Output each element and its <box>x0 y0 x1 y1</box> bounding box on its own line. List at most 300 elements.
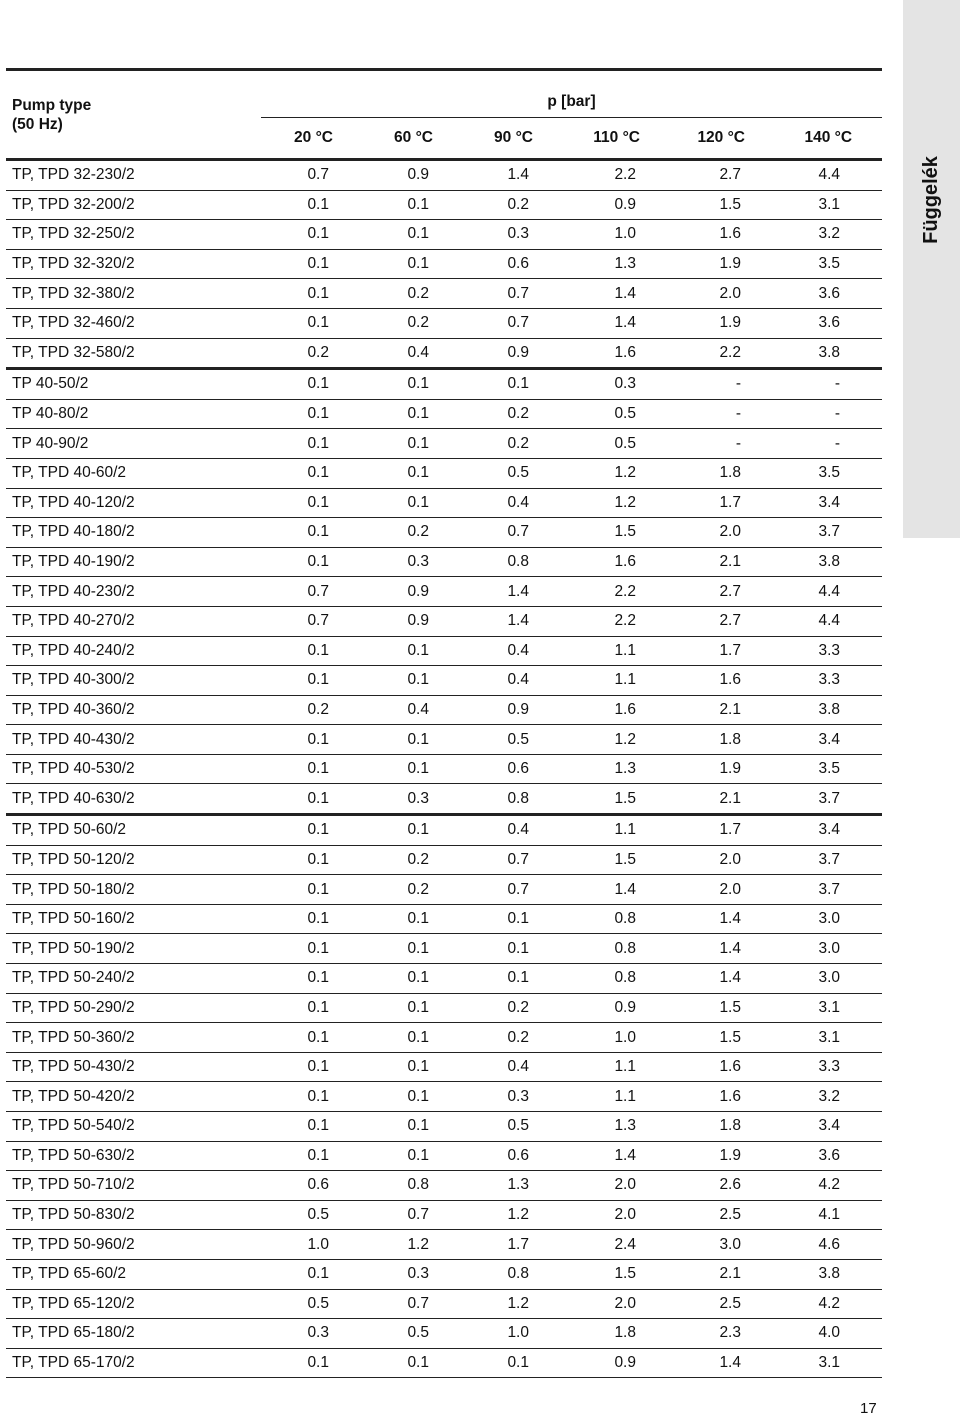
pressure-value-cell: 0.6 <box>461 754 561 784</box>
pressure-value-cell: 0.2 <box>361 875 461 905</box>
pressure-value-cell: - <box>773 369 882 400</box>
pressure-value-cell: 0.1 <box>261 429 361 459</box>
pressure-value-cell: 0.1 <box>261 964 361 994</box>
pressure-value-cell: 3.0 <box>773 904 882 934</box>
pressure-value-cell: 2.2 <box>561 160 668 191</box>
pressure-value-cell: 0.1 <box>361 249 461 279</box>
pressure-value-cell: - <box>668 399 773 429</box>
pressure-value-cell: 0.1 <box>361 220 461 250</box>
pressure-value-cell: 1.0 <box>561 1023 668 1053</box>
pressure-value-cell: 0.7 <box>361 1289 461 1319</box>
pressure-value-cell: 0.7 <box>461 518 561 548</box>
pressure-value-cell: 3.7 <box>773 875 882 905</box>
pressure-value-cell: 0.1 <box>261 784 361 815</box>
pump-type-cell: TP, TPD 65-60/2 <box>6 1259 261 1289</box>
table-row <box>6 429 882 459</box>
table-header <box>6 70 882 160</box>
pressure-value-cell: 0.1 <box>261 636 361 666</box>
pressure-value-cell: 1.8 <box>668 725 773 755</box>
pressure-value-cell: 0.2 <box>461 190 561 220</box>
pressure-value-cell: 4.4 <box>773 606 882 636</box>
pressure-value-cell: 1.8 <box>668 458 773 488</box>
pressure-value-cell: 0.1 <box>261 1259 361 1289</box>
pressure-value-cell: 0.2 <box>261 338 361 369</box>
table-row <box>6 875 882 905</box>
table-row <box>6 1259 882 1289</box>
pressure-value-cell: 0.1 <box>461 369 561 400</box>
pressure-value-cell: 2.1 <box>668 1259 773 1289</box>
pressure-value-cell: 0.2 <box>461 1023 561 1053</box>
pressure-value-cell: 1.6 <box>668 1082 773 1112</box>
temp-header: 60 °C <box>394 129 433 146</box>
pressure-value-cell: 2.7 <box>668 606 773 636</box>
pump-type-cell: TP, TPD 32-250/2 <box>6 220 261 250</box>
table-row <box>6 636 882 666</box>
pressure-value-cell: 0.7 <box>361 1200 461 1230</box>
pressure-value-cell: 0.1 <box>361 1082 461 1112</box>
pump-type-cell: TP, TPD 50-180/2 <box>6 875 261 905</box>
pressure-value-cell: 0.1 <box>261 369 361 400</box>
table-row <box>6 1171 882 1201</box>
pressure-value-cell: 0.3 <box>361 547 461 577</box>
pressure-value-cell: 0.5 <box>461 458 561 488</box>
pressure-value-cell: 0.4 <box>361 695 461 725</box>
pump-type-cell: TP, TPD 40-60/2 <box>6 458 261 488</box>
pressure-value-cell: 0.8 <box>461 1259 561 1289</box>
pressure-value-cell: 1.4 <box>561 308 668 338</box>
pressure-value-cell: 1.5 <box>561 1259 668 1289</box>
pressure-value-cell: 0.1 <box>361 964 461 994</box>
pressure-value-cell: 0.7 <box>261 160 361 191</box>
pump-type-cell: TP, TPD 40-180/2 <box>6 518 261 548</box>
pump-type-cell: TP, TPD 65-170/2 <box>6 1348 261 1378</box>
pump-type-cell: TP, TPD 50-540/2 <box>6 1112 261 1142</box>
pressure-value-cell: 0.1 <box>361 1141 461 1171</box>
pressure-value-cell: 1.0 <box>461 1319 561 1349</box>
pressure-value-cell: 0.7 <box>261 577 361 607</box>
pressure-value-cell: 1.4 <box>461 160 561 191</box>
pressure-value-cell: 0.1 <box>361 636 461 666</box>
pressure-value-cell: 1.4 <box>461 577 561 607</box>
pressure-value-cell: 1.1 <box>561 666 668 696</box>
pressure-value-cell: 3.5 <box>773 458 882 488</box>
pressure-value-cell: 0.1 <box>261 1023 361 1053</box>
pressure-value-cell: 0.8 <box>361 1171 461 1201</box>
pressure-value-cell: 0.1 <box>261 815 361 846</box>
temp-header: 140 °C <box>804 129 853 146</box>
pressure-value-cell: 1.4 <box>668 1348 773 1378</box>
pressure-value-cell: 0.1 <box>261 845 361 875</box>
pressure-value-cell: 0.1 <box>261 666 361 696</box>
pressure-value-cell: 1.9 <box>668 1141 773 1171</box>
pump-type-cell: TP, TPD 40-430/2 <box>6 725 261 755</box>
pressure-value-cell: 1.3 <box>461 1171 561 1201</box>
pressure-value-cell: 0.1 <box>361 993 461 1023</box>
pressure-value-cell: 0.2 <box>461 429 561 459</box>
pump-type-cell: TP, TPD 32-230/2 <box>6 160 261 191</box>
pump-type-cell: TP, TPD 50-190/2 <box>6 934 261 964</box>
pressure-value-cell: 4.2 <box>773 1171 882 1201</box>
pressure-value-cell: 1.7 <box>461 1230 561 1260</box>
pressure-value-cell: 0.1 <box>361 904 461 934</box>
pump-type-label: Pump type <box>12 96 92 114</box>
pressure-value-cell: 0.1 <box>261 754 361 784</box>
pressure-value-cell: 2.4 <box>561 1230 668 1260</box>
pressure-value-cell: 1.4 <box>561 875 668 905</box>
pressure-value-cell: 0.1 <box>261 458 361 488</box>
pressure-value-cell: 2.0 <box>561 1200 668 1230</box>
pressure-value-cell: 2.0 <box>668 518 773 548</box>
pressure-value-cell: 1.1 <box>561 815 668 846</box>
pressure-value-cell: 0.1 <box>261 725 361 755</box>
table-row <box>6 399 882 429</box>
pressure-value-cell: 1.4 <box>668 904 773 934</box>
pressure-value-cell: 1.6 <box>561 547 668 577</box>
pressure-value-cell: 0.1 <box>361 458 461 488</box>
pressure-value-cell: 1.3 <box>561 754 668 784</box>
table-row <box>6 606 882 636</box>
table-row <box>6 577 882 607</box>
pressure-value-cell: 2.0 <box>668 279 773 309</box>
pressure-value-cell: 0.3 <box>461 220 561 250</box>
pump-type-cell: TP, TPD 40-240/2 <box>6 636 261 666</box>
pressure-value-cell: 2.0 <box>668 845 773 875</box>
pump-type-cell: TP 40-50/2 <box>6 369 261 400</box>
table-row <box>6 308 882 338</box>
pressure-value-cell: 0.1 <box>361 369 461 400</box>
pressure-value-cell: 3.3 <box>773 666 882 696</box>
pump-type-cell: TP, TPD 50-430/2 <box>6 1052 261 1082</box>
pressure-value-cell: 0.6 <box>261 1171 361 1201</box>
pressure-value-cell: 0.8 <box>561 904 668 934</box>
pressure-value-cell: 0.7 <box>461 308 561 338</box>
pressure-value-cell: 3.1 <box>773 993 882 1023</box>
pressure-value-cell: 0.1 <box>261 993 361 1023</box>
pressure-value-cell: 0.2 <box>361 845 461 875</box>
pump-type-cell: TP, TPD 40-360/2 <box>6 695 261 725</box>
pressure-value-cell: 1.2 <box>461 1200 561 1230</box>
pressure-value-cell: 0.1 <box>361 399 461 429</box>
pressure-value-cell: 0.1 <box>361 488 461 518</box>
pressure-value-cell: 0.1 <box>261 875 361 905</box>
pressure-value-cell: 0.4 <box>461 488 561 518</box>
pump-type-cell: TP, TPD 40-190/2 <box>6 547 261 577</box>
pressure-value-cell: 2.2 <box>668 338 773 369</box>
pump-type-cell: TP, TPD 32-380/2 <box>6 279 261 309</box>
pressure-value-cell: 0.5 <box>261 1200 361 1230</box>
pressure-value-cell: 0.1 <box>261 1052 361 1082</box>
pressure-value-cell: - <box>773 429 882 459</box>
pressure-value-cell: 1.2 <box>561 458 668 488</box>
pressure-value-cell: 0.2 <box>261 695 361 725</box>
pump-type-cell: TP, TPD 32-200/2 <box>6 190 261 220</box>
pressure-value-cell: 3.4 <box>773 815 882 846</box>
table-row <box>6 815 882 846</box>
pump-type-cell: TP, TPD 50-710/2 <box>6 1171 261 1201</box>
pressure-value-cell: 1.2 <box>561 488 668 518</box>
pressure-value-cell: 3.1 <box>773 1023 882 1053</box>
pump-type-cell: TP, TPD 32-320/2 <box>6 249 261 279</box>
pressure-value-cell: 0.1 <box>261 190 361 220</box>
header-row-top <box>6 70 882 118</box>
pressure-value-cell: 3.4 <box>773 1112 882 1142</box>
frequency-label: (50 Hz) <box>12 115 63 133</box>
pressure-value-cell: 2.6 <box>668 1171 773 1201</box>
table-row <box>6 964 882 994</box>
pressure-value-cell: 0.1 <box>361 429 461 459</box>
pressure-value-cell: - <box>668 429 773 459</box>
table-row <box>6 1230 882 1260</box>
pressure-value-cell: 0.8 <box>461 784 561 815</box>
pressure-value-cell: 0.5 <box>561 429 668 459</box>
table-row <box>6 547 882 577</box>
pressure-value-cell: 3.0 <box>773 934 882 964</box>
pressure-value-cell: - <box>668 369 773 400</box>
pressure-value-cell: 0.4 <box>461 815 561 846</box>
pressure-value-cell: 0.1 <box>261 1348 361 1378</box>
pressure-value-cell: 0.1 <box>261 1112 361 1142</box>
pressure-value-cell: 1.1 <box>561 1082 668 1112</box>
table-row <box>6 1141 882 1171</box>
pressure-value-cell: 0.7 <box>461 845 561 875</box>
pressure-value-cell: 1.2 <box>361 1230 461 1260</box>
table-row <box>6 338 882 369</box>
pressure-value-cell: 0.1 <box>461 904 561 934</box>
table-row <box>6 279 882 309</box>
pressure-value-cell: 3.8 <box>773 547 882 577</box>
pressure-value-cell: 3.4 <box>773 725 882 755</box>
pressure-value-cell: 0.9 <box>361 160 461 191</box>
pressure-value-cell: 1.6 <box>561 695 668 725</box>
table-row <box>6 993 882 1023</box>
pressure-value-cell: 1.6 <box>668 1052 773 1082</box>
pressure-value-cell: 0.1 <box>361 725 461 755</box>
pressure-value-cell: 4.0 <box>773 1319 882 1349</box>
pump-type-cell: TP, TPD 50-630/2 <box>6 1141 261 1171</box>
table-row <box>6 666 882 696</box>
temp-header: 120 °C <box>697 129 745 146</box>
pump-type-cell: TP, TPD 50-360/2 <box>6 1023 261 1053</box>
pump-type-cell: TP, TPD 40-120/2 <box>6 488 261 518</box>
pressure-value-cell: 0.8 <box>561 964 668 994</box>
pressure-value-cell: 1.6 <box>561 338 668 369</box>
pressure-value-cell: 4.2 <box>773 1289 882 1319</box>
pressure-value-cell: 0.1 <box>361 666 461 696</box>
pressure-value-cell: 0.8 <box>461 547 561 577</box>
pressure-value-cell: 1.7 <box>668 636 773 666</box>
table-row <box>6 1289 882 1319</box>
table-row <box>6 1319 882 1349</box>
pressure-value-cell: 0.5 <box>461 1112 561 1142</box>
pressure-value-cell: 1.5 <box>561 518 668 548</box>
pump-type-cell: TP, TPD 65-180/2 <box>6 1319 261 1349</box>
pressure-value-cell: 0.7 <box>461 279 561 309</box>
pressure-value-cell: 0.1 <box>261 547 361 577</box>
pressure-value-cell: 2.2 <box>561 606 668 636</box>
pressure-value-cell: 1.1 <box>561 636 668 666</box>
pressure-value-cell: 0.1 <box>461 964 561 994</box>
pressure-value-cell: 3.2 <box>773 220 882 250</box>
pressure-value-cell: 0.1 <box>261 1082 361 1112</box>
pump-type-cell: TP, TPD 40-300/2 <box>6 666 261 696</box>
pressure-value-cell: 1.5 <box>561 784 668 815</box>
pressure-value-cell: 2.7 <box>668 160 773 191</box>
pressure-value-cell: 1.5 <box>668 190 773 220</box>
pressure-value-cell: 0.9 <box>461 695 561 725</box>
table-row <box>6 160 882 191</box>
pump-type-cell: TP, TPD 40-630/2 <box>6 784 261 815</box>
pressure-value-cell: 0.1 <box>361 1023 461 1053</box>
table-row <box>6 784 882 815</box>
pressure-value-cell: 0.7 <box>461 875 561 905</box>
pressure-value-cell: 0.1 <box>361 1052 461 1082</box>
table-row <box>6 190 882 220</box>
pressure-value-cell: 2.0 <box>561 1289 668 1319</box>
table-row <box>6 1082 882 1112</box>
pressure-value-cell: 0.1 <box>461 1348 561 1378</box>
pressure-value-cell: 0.9 <box>561 1348 668 1378</box>
pressure-value-cell: 3.1 <box>773 190 882 220</box>
pressure-value-cell: 0.9 <box>461 338 561 369</box>
pressure-value-cell: 3.8 <box>773 695 882 725</box>
pressure-value-cell: 0.6 <box>461 1141 561 1171</box>
pressure-value-cell: 0.3 <box>361 1259 461 1289</box>
pressure-value-cell: 1.3 <box>561 1112 668 1142</box>
pressure-value-cell: 4.6 <box>773 1230 882 1260</box>
pressure-value-cell: 2.5 <box>668 1200 773 1230</box>
pressure-value-cell: 0.9 <box>561 993 668 1023</box>
pressure-value-cell: 0.2 <box>361 518 461 548</box>
pressure-value-cell: 0.1 <box>361 190 461 220</box>
pressure-value-cell: 0.9 <box>361 606 461 636</box>
pressure-value-cell: 0.1 <box>261 904 361 934</box>
temp-header: 90 °C <box>494 129 533 146</box>
table-row <box>6 220 882 250</box>
pressure-value-cell: 1.4 <box>561 279 668 309</box>
table-row <box>6 1112 882 1142</box>
pressure-value-cell: 0.1 <box>361 815 461 846</box>
table-row <box>6 458 882 488</box>
pressure-value-cell: 2.1 <box>668 784 773 815</box>
pump-type-cell: TP, TPD 32-460/2 <box>6 308 261 338</box>
pressure-value-cell: 0.1 <box>361 934 461 964</box>
pressure-value-cell: 0.4 <box>461 1052 561 1082</box>
pressure-value-cell: 0.2 <box>361 308 461 338</box>
temp-header: 110 °C <box>593 129 640 146</box>
pump-type-cell: TP, TPD 50-420/2 <box>6 1082 261 1112</box>
side-tab <box>903 0 960 538</box>
pressure-value-cell: 1.1 <box>561 1052 668 1082</box>
pressure-value-cell: 0.5 <box>461 725 561 755</box>
pressure-value-cell: 0.1 <box>261 308 361 338</box>
pressure-value-cell: 3.3 <box>773 636 882 666</box>
table-row <box>6 1052 882 1082</box>
pressure-value-cell: 2.0 <box>561 1171 668 1201</box>
pump-type-cell: TP 40-80/2 <box>6 399 261 429</box>
pump-type-cell: TP, TPD 50-160/2 <box>6 904 261 934</box>
pressure-value-cell: 3.8 <box>773 338 882 369</box>
pressure-value-cell: 0.8 <box>561 934 668 964</box>
pump-type-cell: TP, TPD 32-580/2 <box>6 338 261 369</box>
pressure-value-cell: 3.1 <box>773 1348 882 1378</box>
pump-type-cell: TP, TPD 40-530/2 <box>6 754 261 784</box>
pressure-value-cell: 1.4 <box>668 934 773 964</box>
pressure-value-cell: 1.4 <box>461 606 561 636</box>
pressure-value-cell: 0.3 <box>361 784 461 815</box>
pressure-value-cell: 2.1 <box>668 695 773 725</box>
pressure-value-cell: 1.6 <box>668 666 773 696</box>
pressure-value-cell: 1.2 <box>461 1289 561 1319</box>
pressure-value-cell: 2.7 <box>668 577 773 607</box>
side-tab-label: Függelék <box>919 156 942 244</box>
pressure-value-cell: 0.1 <box>261 1141 361 1171</box>
pump-type-cell: TP 40-90/2 <box>6 429 261 459</box>
pressure-value-cell: 1.5 <box>668 1023 773 1053</box>
pressure-value-cell: 3.2 <box>773 1082 882 1112</box>
pressure-value-cell: 2.3 <box>668 1319 773 1349</box>
pressure-value-cell: 1.5 <box>561 845 668 875</box>
pump-type-cell: TP, TPD 50-240/2 <box>6 964 261 994</box>
table-row <box>6 845 882 875</box>
pressure-value-cell: 1.2 <box>561 725 668 755</box>
pump-type-cell: TP, TPD 50-60/2 <box>6 815 261 846</box>
pressure-value-cell: 1.4 <box>561 1141 668 1171</box>
pressure-value-cell: 0.1 <box>361 754 461 784</box>
pressure-value-cell: 1.7 <box>668 815 773 846</box>
pressure-value-cell: 1.7 <box>668 488 773 518</box>
table-row <box>6 1200 882 1230</box>
pressure-value-cell: 1.9 <box>668 249 773 279</box>
pressure-value-cell: 0.5 <box>261 1289 361 1319</box>
pressure-value-cell: 0.1 <box>261 518 361 548</box>
pressure-value-cell: 0.1 <box>261 399 361 429</box>
pressure-value-cell: 3.7 <box>773 845 882 875</box>
pump-type-header <box>6 70 261 160</box>
page-number: 17 <box>860 1400 877 1417</box>
table-body <box>6 160 882 1378</box>
pressure-value-cell: 2.0 <box>668 875 773 905</box>
pressure-value-cell: 0.4 <box>361 338 461 369</box>
table-row <box>6 488 882 518</box>
pressure-value-cell: 0.2 <box>461 993 561 1023</box>
pressure-value-cell: 4.4 <box>773 160 882 191</box>
pressure-value-cell: 2.1 <box>668 547 773 577</box>
pressure-value-cell: 0.1 <box>261 249 361 279</box>
pressure-value-cell: 0.4 <box>461 666 561 696</box>
pressure-value-cell: 0.1 <box>261 279 361 309</box>
pressure-value-cell: 0.6 <box>461 249 561 279</box>
pressure-value-cell: 0.9 <box>561 190 668 220</box>
pressure-value-cell: 3.6 <box>773 279 882 309</box>
pump-type-cell: TP, TPD 50-830/2 <box>6 1200 261 1230</box>
pressure-value-cell: 0.2 <box>361 279 461 309</box>
pressure-value-cell: 1.9 <box>668 308 773 338</box>
pump-type-cell: TP, TPD 40-230/2 <box>6 577 261 607</box>
table-row <box>6 249 882 279</box>
pressure-value-cell: 2.5 <box>668 1289 773 1319</box>
pressure-value-cell: 1.4 <box>668 964 773 994</box>
temp-header: 20 °C <box>294 129 333 146</box>
table-row <box>6 725 882 755</box>
pressure-value-cell: 3.7 <box>773 784 882 815</box>
pressure-table-container <box>6 68 882 1378</box>
pressure-table <box>6 68 882 1378</box>
pressure-value-cell: 0.9 <box>361 577 461 607</box>
pressure-value-cell: 4.4 <box>773 577 882 607</box>
pressure-value-cell: 1.8 <box>561 1319 668 1349</box>
pressure-value-cell: 3.3 <box>773 1052 882 1082</box>
table-row <box>6 518 882 548</box>
